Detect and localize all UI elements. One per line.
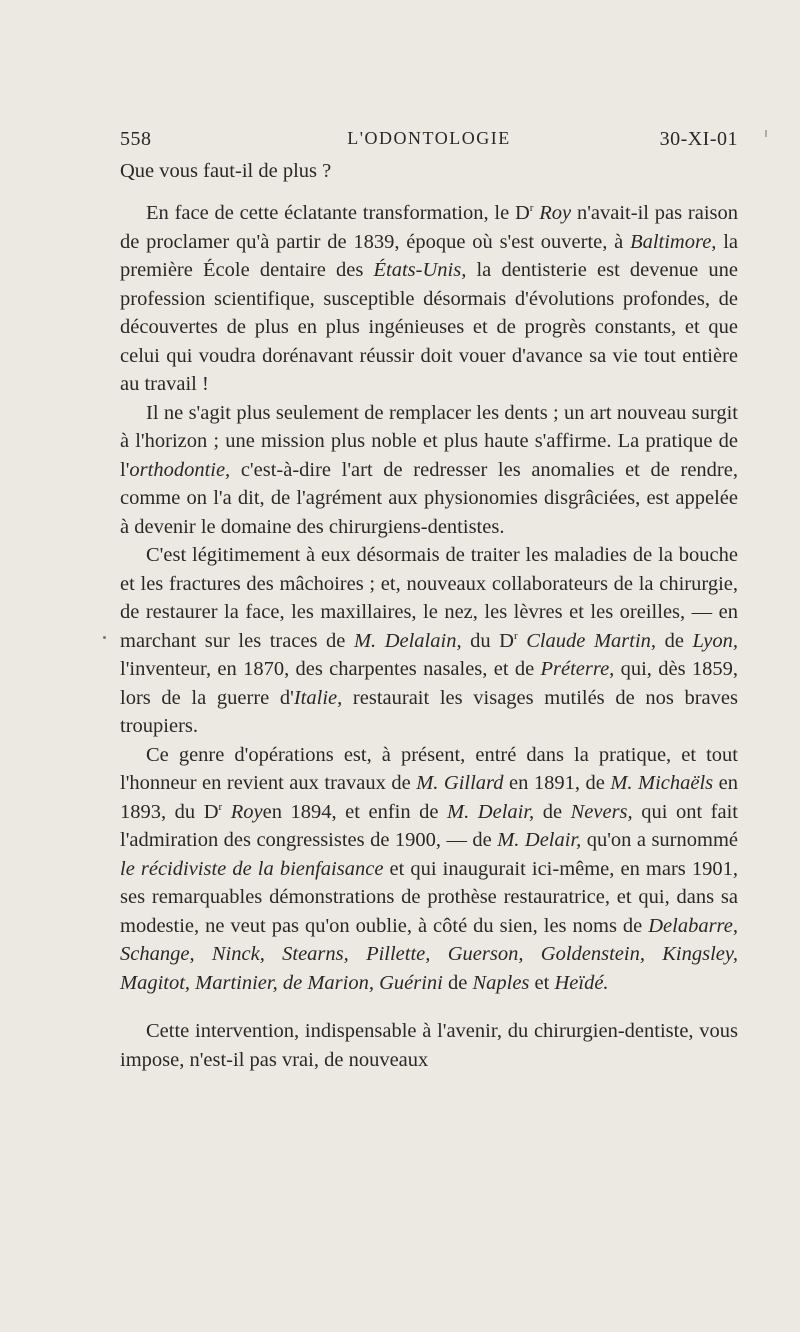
text-run — [222, 801, 231, 823]
superscript: r — [513, 629, 518, 642]
paragraph-4 — [120, 741, 738, 998]
paragraph-3 — [120, 541, 738, 741]
italic-name: M. Delalain, — [353, 629, 462, 652]
text-run: en 1891, de — [503, 772, 611, 794]
text-run: Il ne s'agit plus seulement de remplacer les dents ; un art nouveau surgit à l'horizon ; une mission plus noble et plus haute s'affirme. La pratique de l' — [120, 401, 738, 481]
journal-title: L'ODONTOLOGIE — [347, 128, 511, 148]
text-run: qu'on a surnommé — [581, 829, 738, 851]
italic-term: orthodontie, — [129, 458, 231, 481]
text-run: la dentisterie est devenue une profession scientifique, susceptible désormais d'évolutions profondes, de découvertes de plus en plus ingénieuses et de progrès constants, et que celui qui voudra dorénavant réussir doit vouer d'avance sa vie tout entière au travail ! — [120, 259, 738, 395]
body-text — [120, 199, 738, 1074]
italic-name: Roy — [539, 202, 572, 224]
italic-name: M. Delair, — [497, 829, 582, 851]
italic-name: Claude Martin, — [526, 629, 657, 652]
page-number: 558 — [120, 128, 152, 150]
text-run: restaurait les visages mutilés de nos braves troupiers. — [120, 686, 738, 737]
italic-epithet: le récidiviste de la bienfaisance — [120, 857, 384, 880]
issue-date: 30-XI-01 — [659, 128, 738, 150]
italic-place: Nevers, — [570, 800, 633, 823]
text-run: de — [656, 629, 693, 652]
superscript: r — [218, 800, 223, 813]
italic-place: Naples — [472, 971, 530, 994]
margin-dot — [103, 636, 106, 639]
page-blemish — [765, 130, 767, 137]
italic-place: Italie, — [293, 686, 343, 709]
text-run: qui, dès 1859, lors de la guerre d' — [120, 658, 738, 709]
text-run: la première École dentaire des — [120, 230, 739, 281]
text-run: c'est-à-dire l'art de redresser les anomalies et de rendre, comme on l'a dit, de l'agrément aux physionomies disgrâciées, est appelée à devenir le domaine des chirurgiens-dentistes. — [120, 458, 738, 538]
italic-name-list: Delabarre, Schange, Ninck, Stearns, Pillette, Guerson, Goldenstein, Kingsley, Magitot, Martinier, de Marion, Guérini — [120, 914, 738, 994]
text-run: de — [442, 971, 473, 994]
paragraph-2 — [120, 399, 738, 542]
italic-place: Baltimore, — [630, 230, 717, 253]
text-run: En face de cette éclatante transformation, le D — [146, 202, 530, 224]
italic-name: Roy — [230, 800, 263, 823]
paragraph-1 — [120, 199, 738, 399]
paragraph-opening-question: Que vous faut-il de plus ? — [120, 160, 332, 182]
italic-name: M. Michaëls — [610, 772, 714, 794]
text-run: en 1893, du D — [120, 772, 738, 823]
italic-name: M. Gillard — [416, 772, 504, 794]
paragraph-5: Cette intervention, indispensable à l'avenir, du chirurgien-dentiste, vous impose, n'est-il pas vrai, de nouveaux — [120, 1020, 738, 1071]
italic-name: Préterre, — [540, 658, 615, 680]
text-run: en 1894, et enfin de — [262, 800, 448, 823]
italic-place: États-Unis, — [373, 259, 467, 281]
text-run: et qui inaugurait ici-même, en mars 1901, ses remarquables démonstrations de prothèse restauratrice, et qui, dans sa modestie, ne veut pas qu'on oublie, à côté du sien, les noms de — [120, 857, 738, 937]
running-head — [120, 128, 738, 158]
italic-place: Lyon, — [692, 629, 738, 652]
text-run: n'avait-il pas raison de proclamer qu'à partir de 1839, époque où s'est ouverte, à — [120, 202, 738, 253]
text-run: du D — [461, 629, 514, 652]
text-run — [518, 630, 527, 652]
text-run: de — [534, 800, 571, 823]
superscript: r — [529, 202, 534, 214]
italic-name: M. Delair, — [447, 800, 535, 823]
italic-name: Heïdé. — [554, 971, 609, 994]
text-run: et — [529, 971, 555, 994]
text-run: Ce genre d'opérations est, à présent, entré dans la pratique, et tout l'honneur en revient aux travaux de — [120, 743, 738, 794]
text-run: C'est légitimement à eux désormais de traiter les maladies de la bouche et les fractures des mâchoires ; et, nouveaux collaborateurs de la chirurgie, de restaurer la face, les maxillaires, le nez, les lèvres et les oreilles, — en marchant sur les traces de — [120, 544, 738, 652]
text-run: qui ont fait l'admiration des congressistes de 1900, — de — [120, 800, 738, 851]
text-run: l'inventeur, en 1870, des charpentes nasales, et de — [120, 658, 541, 680]
